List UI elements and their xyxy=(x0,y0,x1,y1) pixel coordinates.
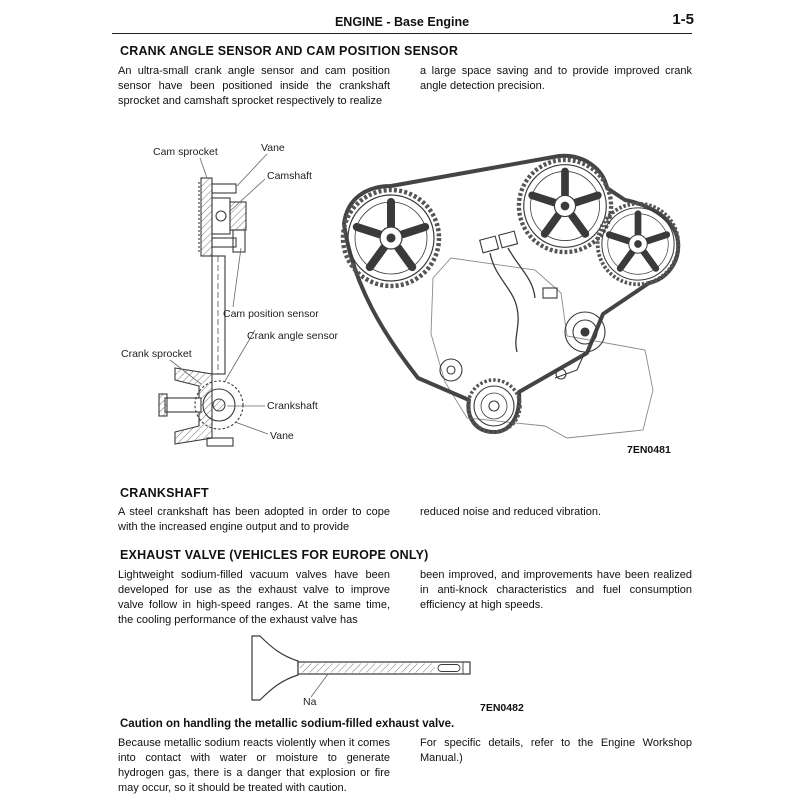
label-vane-bottom: Vane xyxy=(270,430,294,442)
crank-sprocket-front xyxy=(468,380,520,432)
crank-sensor-text-right: a large space saving and to provide improved crank angle detection precision. xyxy=(420,65,692,92)
figure2-number: 7EN0482 xyxy=(480,702,524,714)
label-camshaft: Camshaft xyxy=(267,170,312,182)
crank-sensor-paragraphs xyxy=(118,64,692,109)
valve-head xyxy=(252,636,298,700)
page-number: 1-5 xyxy=(672,11,694,28)
label-cam-sprocket: Cam sprocket xyxy=(153,146,218,158)
label-crank-angle-sensor: Crank angle sensor xyxy=(247,330,339,342)
label-na: Na xyxy=(303,696,317,708)
section-heading-exhaust-valve: EXHAUST VALVE (VEHICLES FOR EUROPE ONLY) xyxy=(120,548,429,562)
label-crank-sprocket: Crank sprocket xyxy=(121,348,192,360)
crank-sensor-text-left: An ultra-small crank angle sensor and cam position sensor have been positioned inside the crankshaft sprocket and camshaft sprocket respectively to realize xyxy=(118,65,390,107)
caution-text-right: For specific details, refer to the Engine Workshop Manual.) xyxy=(420,737,692,764)
section-heading-crankshaft: CRANKSHAFT xyxy=(120,486,209,500)
figure-exhaust-valve-diagram xyxy=(180,632,580,717)
label-cam-position-sensor: Cam position sensor xyxy=(223,308,319,320)
page-header-title: ENGINE - Base Engine xyxy=(334,15,470,29)
cam-sprocket-far-right xyxy=(598,204,679,285)
engine-front-view xyxy=(343,156,678,438)
figure-crank-sensor-diagram xyxy=(115,138,690,468)
crankshaft-text-left: A steel crankshaft has been adopted in order to cope with the increased engine output and to provide xyxy=(118,506,390,533)
exhaust-valve-text-right: been improved, and improvements have been realized in anti-knock characteristics and fuel consumption efficiency at high speeds. xyxy=(420,569,692,611)
label-vane-top: Vane xyxy=(261,142,285,154)
crankshaft-text-right: reduced noise and reduced vibration. xyxy=(420,506,602,518)
na-leader-line xyxy=(311,674,328,697)
caution-text-left: Because metallic sodium reacts violently when it comes into contact with water or moisture to generate hydrogen gas, there is a danger that explosion or fire may occur, so it should be treated with caution. xyxy=(118,737,390,794)
caution-heading: Caution on handling the metallic sodium-filled exhaust valve. xyxy=(120,718,455,730)
crank-sensor-diagram-art xyxy=(115,138,690,468)
crankshaft-paragraphs xyxy=(118,505,692,535)
sensor-connectors xyxy=(480,231,566,379)
exhaust-valve-paragraphs xyxy=(118,568,692,628)
section-heading-crank-sensor: CRANK ANGLE SENSOR AND CAM POSITION SENSOR xyxy=(120,44,459,58)
label-crankshaft: Crankshaft xyxy=(267,400,318,412)
header-rule xyxy=(112,33,692,34)
caution-paragraphs xyxy=(118,736,692,796)
figure1-number: 7EN0481 xyxy=(627,444,671,456)
idler-pulley xyxy=(440,359,462,381)
exhaust-valve-text-left: Lightweight sodium-filled vacuum valves have been developed for use as the exhaust valve to improve valve follow in high-speed ranges. At the same time, the cooling performance of the exhaust valve has xyxy=(118,569,390,626)
